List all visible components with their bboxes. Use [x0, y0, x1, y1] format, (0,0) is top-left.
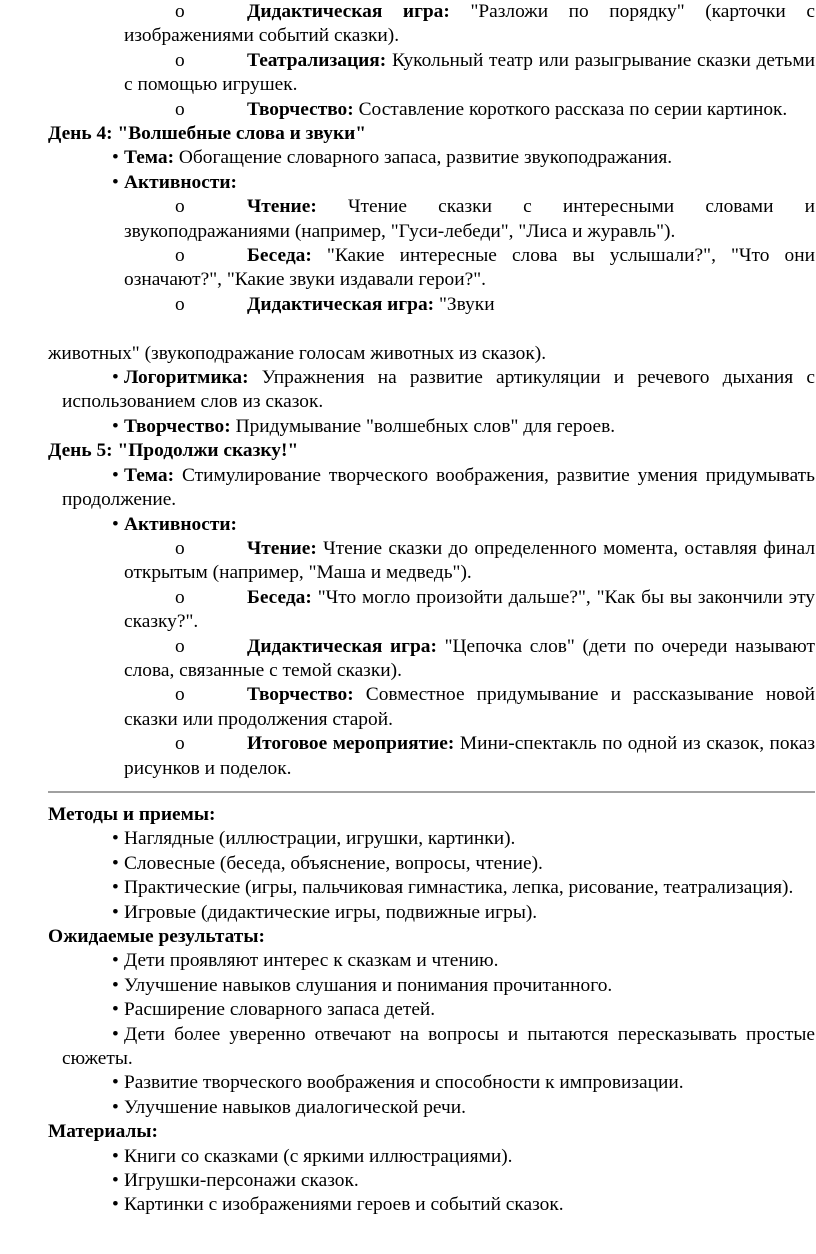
bullet-icon: •: [112, 1023, 119, 1045]
day5-theme: • Тема: Стимулирование творческого воображения, развитие умения придумывать продолжение.: [62, 464, 815, 511]
activity-item: [0, 635, 815, 684]
activity-label: Дидактическая игра:: [247, 293, 435, 315]
activity-label: Театрализация:: [247, 49, 387, 71]
list-item-text: Картинки с изображениями героев и событий сказок.: [124, 1194, 564, 1216]
list-item: [0, 1071, 815, 1095]
activity-text: Чтение сказки с интересными словами и звукоподражаниями (например, "Гуси-лебеди", "Лиса и журавль").: [124, 196, 815, 242]
day4-creativity: • Творчество: Придумывание "волшебных слов" для героев.: [112, 415, 616, 437]
bullet-icon: •: [112, 828, 119, 850]
list-item-text: Развитие творческого воображения и способности к импровизации.: [124, 1072, 684, 1094]
activity-text: Совместное придумывание и рассказывание новой сказки или продолжения старой.: [124, 684, 815, 730]
activity-item: [0, 293, 815, 317]
list-item: [0, 1023, 815, 1072]
day4-activities: • Активности:: [112, 171, 237, 193]
activity-text: "Что могло произойти дальше?", "Как бы вы закончили эту сказку?".: [124, 586, 815, 633]
circle-marker: o: [175, 196, 185, 218]
activity-text: "Какие интересные слова вы услышали?", "Что они означают?", "Какие звуки издавали герои?".: [124, 245, 815, 291]
list-item: [0, 876, 815, 900]
bullet-icon: •: [112, 901, 119, 923]
activity-text: "Звуки: [438, 293, 495, 315]
activity-item: [0, 586, 815, 635]
day5-activities: • Активности:: [112, 513, 237, 535]
activity-label: Дидактическая игра:: [247, 635, 437, 657]
bullet-icon: •: [112, 1072, 119, 1094]
circle-marker: o: [175, 49, 185, 71]
activity-label: Чтение:: [247, 537, 317, 559]
list-item-text: Игрушки-персонажи сказок.: [124, 1170, 359, 1192]
list-item-text: Наглядные (иллюстрации, игрушки, картинки).: [124, 828, 516, 850]
bullet-icon: •: [112, 1194, 119, 1216]
bullet-icon: •: [112, 1145, 119, 1167]
list-item: [0, 974, 815, 998]
list-item: [0, 1193, 815, 1217]
bullet-icon: •: [112, 1096, 119, 1118]
activity-text: Мини-спектакль по одной из сказок, показ рисунков и поделок.: [124, 733, 815, 779]
list-item-text: Расширение словарного запаса детей.: [124, 999, 436, 1021]
activity-label: Беседа:: [247, 586, 312, 608]
list-item-text: Словесные (беседа, объяснение, вопросы, чтение).: [124, 852, 543, 874]
activity-text: "Цепочка слов" (дети по очереди называют слова, связанные с темой сказки).: [124, 635, 815, 681]
activity-item: [0, 537, 815, 586]
activity-text: Кукольный театр или разыгрывание сказки детьми с помощью игрушек.: [124, 49, 815, 96]
activity-item: [0, 98, 815, 122]
activity-label: Итоговое мероприятие:: [247, 733, 455, 755]
circle-marker: o: [175, 1, 185, 22]
day4-heading: День 4: "Волшебные слова и звуки": [48, 123, 367, 145]
bullet-icon: •: [112, 950, 119, 972]
materials-heading: Материалы:: [48, 1121, 158, 1143]
activity-label: Творчество:: [247, 98, 354, 120]
bullet-icon: •: [112, 877, 119, 899]
activity-text: Чтение сказки до определенного момента, оставляя финал открытым (например, "Маша и медведь").: [124, 537, 815, 584]
circle-marker: o: [175, 98, 185, 120]
activity-item: [0, 683, 815, 732]
list-item-text: Улучшение навыков диалогической речи.: [124, 1096, 467, 1118]
bullet-icon: •: [112, 1170, 119, 1192]
list-item: [0, 949, 815, 973]
bullet-icon: •: [112, 974, 119, 996]
activity-item: [0, 0, 815, 49]
list-item: [0, 998, 815, 1022]
list-item: [0, 1169, 815, 1193]
day5-heading: День 5: "Продолжи сказку!": [48, 440, 299, 462]
activity-item: [0, 244, 815, 293]
circle-marker: o: [175, 733, 185, 755]
circle-marker: o: [175, 586, 185, 608]
list-item-text: Дети проявляют интерес к сказкам и чтению.: [124, 950, 499, 972]
list-item: [0, 852, 815, 876]
circle-marker: o: [175, 245, 185, 267]
list-item-text: Улучшение навыков слушания и понимания прочитанного.: [124, 974, 613, 996]
list-item-text: Практические (игры, пальчиковая гимнастика, лепка, рисование, театрализация).: [124, 877, 794, 899]
activity-text: Составление короткого рассказа по серии картинок.: [358, 98, 788, 120]
list-item: [0, 1145, 815, 1169]
activity-item: [0, 732, 815, 781]
circle-marker: o: [175, 537, 185, 559]
activity-text: "Разложи по порядку" (карточки с изображениями событий сказки).: [124, 1, 815, 47]
activity-label: Творчество:: [247, 684, 354, 706]
circle-marker: o: [175, 293, 185, 315]
list-item: [0, 1096, 815, 1120]
list-item-text: Книги со сказками (с яркими иллюстрациями).: [124, 1145, 513, 1167]
activity-label: Чтение:: [247, 196, 317, 218]
list-item-text: Игровые (дидактические игры, подвижные игры).: [124, 901, 538, 923]
results-heading: Ожидаемые результаты:: [48, 926, 265, 948]
day4-theme: • Тема: Обогащение словарного запаса, развитие звукоподражания.: [112, 147, 673, 169]
methods-heading: Методы и приемы:: [48, 803, 216, 825]
circle-marker: o: [175, 684, 185, 706]
day4-logorhythmics: • Логоритмика: Упражнения на развитие артикуляции и речевого дыхания с использованием слов из сказок.: [62, 367, 815, 413]
activity-label: Беседа:: [247, 245, 312, 267]
list-item: [0, 827, 815, 851]
activity-item: [0, 195, 815, 244]
bullet-icon: •: [112, 852, 119, 874]
bullet-icon: •: [112, 999, 119, 1021]
day4-continuation: животных" (звукоподражание голосам животных из сказок).: [48, 342, 547, 364]
separator: [48, 791, 815, 793]
circle-marker: o: [175, 635, 185, 657]
activity-item: [0, 49, 815, 98]
activity-label: Дидактическая игра:: [247, 1, 450, 22]
list-item: [0, 901, 815, 925]
list-item-text: Дети более уверенно отвечают на вопросы и пытаются пересказывать простые сюжеты.: [62, 1023, 815, 1070]
